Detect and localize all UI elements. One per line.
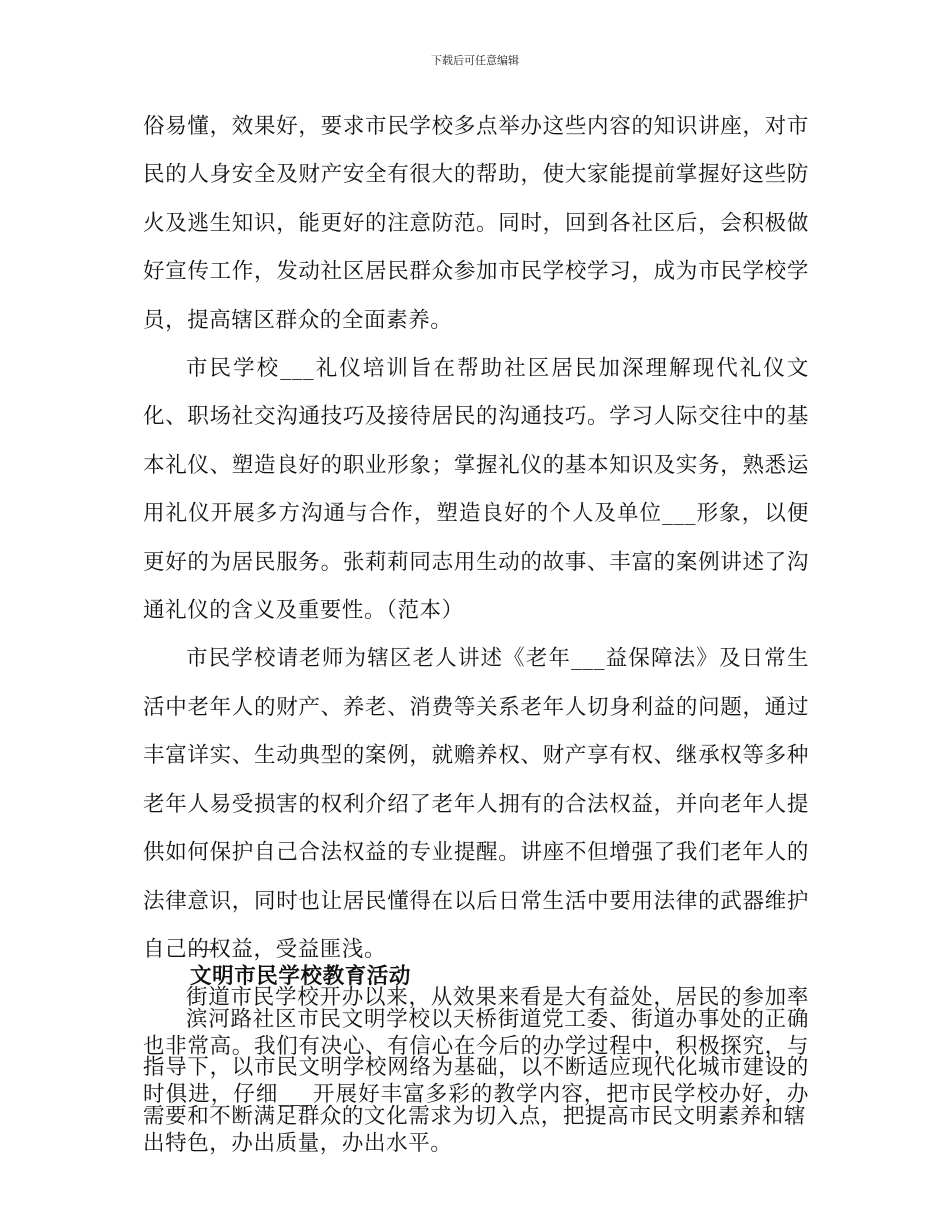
section-body [143, 996, 809, 1141]
paragraph-elderly-rights-lecture: 市民学校请老师为辖区老人讲述《老年___益保障法》及日常生活中老年人的财产、养老、消费等关系老年人切身利益的问题，通过丰富详实、生动典型的案例，就赡养权、财产享有权、继承权等多种老年人易受损害的权利介绍了老年人拥有的合法权益，并向老年人提供如何保护自己合法权益的专业提醒。讲座不但增强了我们老年人的法律意识，同时也让居民懂得在以后日常生活中要用法律的武器维护自己的权益，受益匪浅。 [143, 646, 809, 962]
page-header-note: 下载后可任意编辑 [431, 54, 519, 67]
section-divider [190, 949, 219, 950]
section-heading: 文明市民学校教育活动 [190, 964, 412, 989]
paragraph-continued: 俗易懂，效果好，要求市民学校多点举办这些内容的知识讲座，对市民的人身安全及财产安全有很大的帮助，使大家能提前掌握好这些防火及逃生知识，能更好的注意防范。同时，回到各社区后，会积极做好宣传工作，发动社区居民群众参加市民学校学习，成为市民学校学员，提高辖区群众的全面素养。 [143, 114, 809, 333]
paragraph-summary: 街道市民学校开办以来，从效果来看是大有益处，居民的参加率也非常高。我们有决心、有信心在今后的办学过程中，积极探究，与时俱进，仔细___开展好丰富多彩的教学内容，把市民学校办好，办出特色，办出质量，办出水平。 [143, 985, 809, 1156]
paragraph-etiquette-training: 市民学校___礼仪培训旨在帮助社区居民加深理解现代礼仪文化、职场社交沟通技巧及接待居民的沟通技巧。学习人际交往中的基本礼仪、塑造良好的职业形象；掌握礼仪的基本知识及实务，熟悉运用礼仪开展多方沟通与合作，塑造良好的个人及单位___形象，以便更好的为居民服务。张莉莉同志用生动的故事、丰富的案例讲述了沟通礼仪的含义及重要性。（范本） [143, 356, 809, 624]
section-paragraph: 滨河路社区市民文明学校以天桥街道党工委、街道办事处的正确指导下，以市民文明学校网络为基础，以不断适应现代化城市建设的需要和不断满足群众的文化需求为切入点，把提高市民文明素养和辖 [143, 1007, 809, 1129]
